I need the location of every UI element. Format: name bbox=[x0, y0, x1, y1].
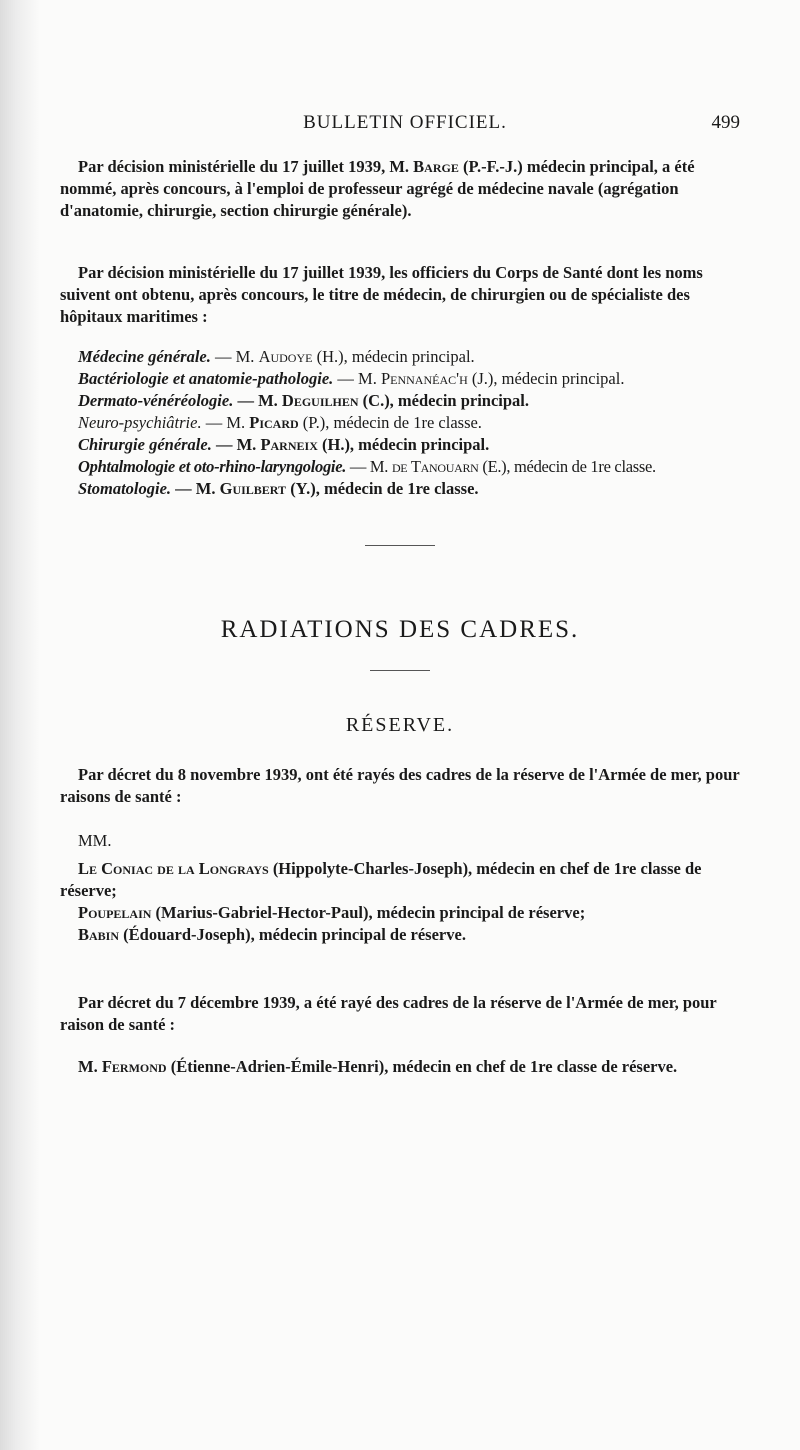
list-item: Stomatologie. — M. Guilbert (Y.), médecin de 1re classe. bbox=[78, 479, 479, 498]
list-item: Chirurgie générale. — M. Parneix (H.), médecin principal. bbox=[78, 435, 490, 454]
paragraph-text: M. Fermond (Étienne-Adrien-Émile-Henri), médecin en chef de 1re classe de réserve. bbox=[78, 1057, 678, 1076]
person-name: Barge bbox=[413, 157, 459, 176]
person-name: Poupelain bbox=[78, 903, 152, 922]
subsection-title: RÉSERVE. bbox=[345, 714, 455, 736]
paragraph-text: Par décision ministérielle du 17 juillet 1939, M. Barge (P.-F.-J.) médecin principal, a été nommé, après concours, à l'emploi de professeur agrégé de médecine navale (agrégation d'anatomie, chirurgie, section chirurgie générale). bbox=[60, 157, 695, 220]
paragraph-decree-december bbox=[60, 992, 740, 1036]
list-item: Babin (Édouard-Joseph), médecin principal de réserve. bbox=[78, 925, 466, 944]
person-name: Picard bbox=[249, 413, 299, 432]
divider bbox=[365, 545, 435, 546]
section-title: RADIATIONS DES CADRES. bbox=[220, 616, 580, 643]
paragraph-specialists-intro bbox=[60, 262, 740, 328]
reserve-list bbox=[60, 858, 740, 946]
person-name: Parneix bbox=[260, 435, 318, 454]
paragraph-barge-nomination bbox=[60, 156, 740, 222]
person-name: Fermond bbox=[101, 1057, 167, 1076]
page-number: 499 bbox=[711, 112, 740, 133]
list-item: Médecine générale. — M. Audoye (H.), médecin principal. bbox=[78, 347, 475, 366]
paragraph-decree-november bbox=[60, 764, 740, 808]
person-name: de Tanouarn bbox=[391, 457, 479, 476]
specialists-list bbox=[60, 346, 740, 500]
paragraph-fermond bbox=[60, 1056, 740, 1078]
person-name: Pennanéac'h bbox=[380, 369, 468, 388]
person-name: Audoye bbox=[258, 347, 313, 366]
list-item: Ophtalmologie et oto-rhino-laryngologie. — M. de Tanouarn (E.), médecin de 1re classe. bbox=[78, 457, 656, 476]
person-name: Babin bbox=[78, 925, 120, 944]
divider bbox=[370, 670, 430, 671]
list-item: Le Coniac de la Longrays (Hippolyte-Charles-Joseph), médecin en chef de 1re classe de réserve; bbox=[60, 859, 702, 900]
list-item: Neuro-psychiâtrie. — M. Picard (P.), médecin de 1re classe. bbox=[78, 413, 482, 432]
list-item: Dermato-vénéréologie. — M. Deguilhen (C.), médecin principal. bbox=[78, 391, 530, 410]
page-header bbox=[70, 112, 740, 142]
list-item: Poupelain (Marius-Gabriel-Hector-Paul), médecin principal de réserve; bbox=[78, 903, 586, 922]
mm-label: MM. bbox=[78, 831, 112, 850]
person-name: Le Coniac de la Longrays bbox=[78, 859, 269, 878]
running-title: BULLETIN OFFICIEL. bbox=[303, 112, 507, 133]
person-name: Deguilhen bbox=[281, 391, 359, 410]
person-name: Guilbert bbox=[219, 479, 287, 498]
paragraph-text: Par décret du 7 décembre 1939, a été rayé des cadres de la réserve de l'Armée de mer, pour raison de santé : bbox=[60, 993, 717, 1034]
paragraph-text: Par décision ministérielle du 17 juillet 1939, les officiers du Corps de Santé dont les noms suivent ont obtenu, après concours, le titre de médecin, de chirurgien ou de spécialiste des hôpitaux maritimes : bbox=[60, 263, 703, 326]
list-item: Bactériologie et anatomie-pathologie. — M. Pennanéac'h (J.), médecin principal. bbox=[78, 369, 625, 388]
paragraph-text: Par décret du 8 novembre 1939, ont été rayés des cadres de la réserve de l'Armée de mer, pour raisons de santé : bbox=[60, 765, 740, 806]
